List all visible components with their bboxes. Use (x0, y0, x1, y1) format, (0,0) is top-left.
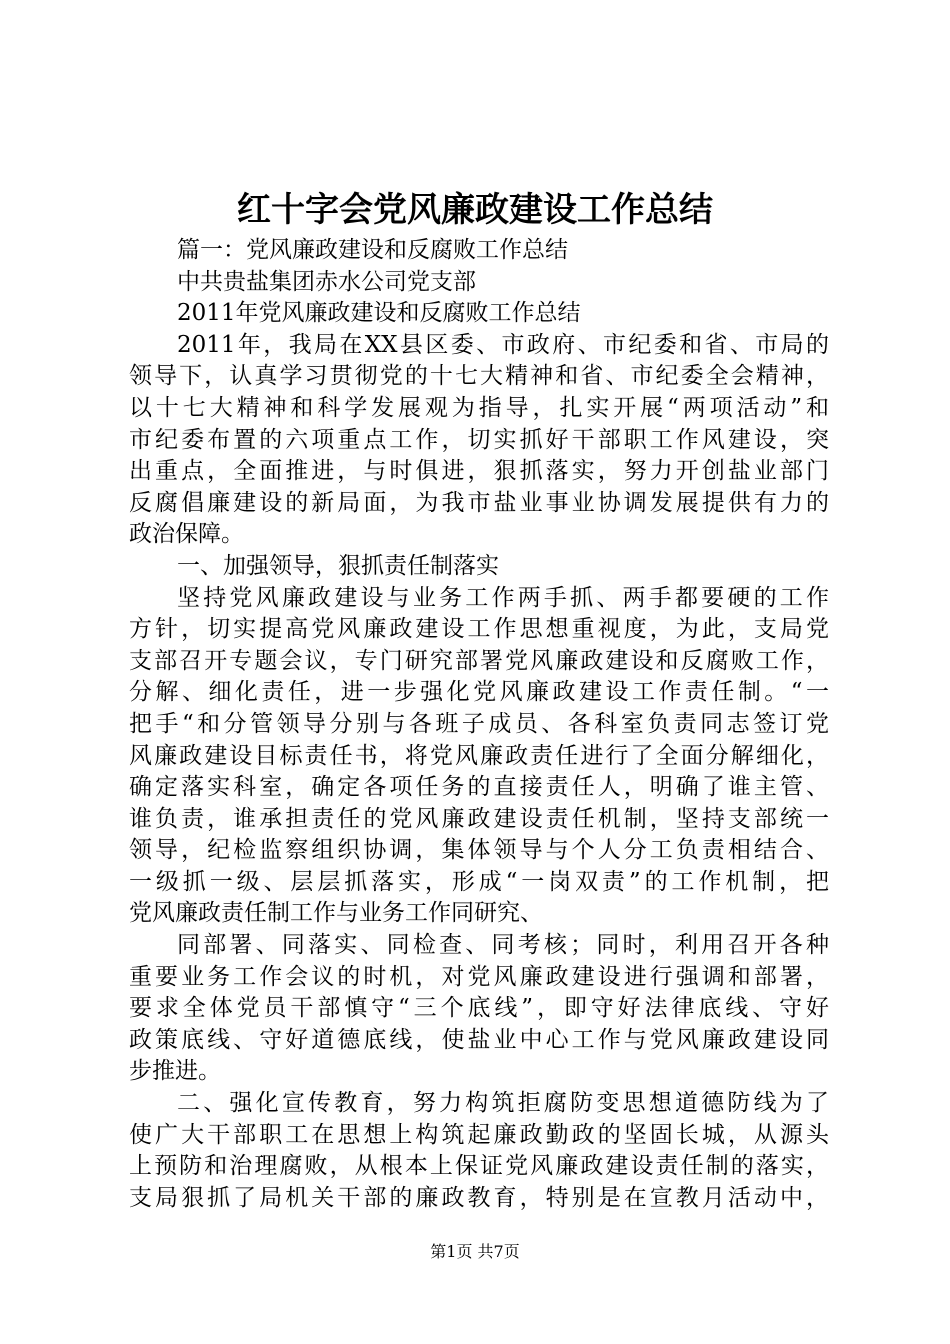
text-line: 二、强化宣传教育，努力构筑拒腐防变思想道德防线为了 (177, 1090, 829, 1117)
page-footer: 第1页 共7页 (430, 1242, 520, 1261)
text-line: 同部署、同落实、同检查、同考核；同时，利用召开各种 (177, 932, 829, 959)
text-line: 反腐倡廉建设的新局面，为我市盐业事业协调发展提供有力的 (129, 489, 829, 516)
text-line: 篇一：党风廉政建设和反腐败工作总结 (177, 237, 568, 263)
text-line: 支部召开专题会议，专门研究部署党风廉政建设和反腐败工作， (129, 647, 829, 674)
text-line: 政治保障。 (129, 521, 244, 548)
text-line: 2011年党风廉政建设和反腐败工作总结 (177, 300, 581, 327)
text-line: 政策底线、守好道德底线，使盐业中心工作与党风廉政建设同 (129, 1026, 829, 1053)
text-line: 2011年，我局在XX县区委、市政府、市纪委和省、市局的 (177, 331, 829, 358)
text-line: 确定落实科室，确定各项任务的直接责任人，明确了谁主管、 (129, 774, 829, 801)
text-line: 使广大干部职工在思想上构筑起廉政勤政的坚固长城，从源头 (129, 1121, 829, 1148)
text-line: 要求全体党员干部慎守“三个底线”，即守好法律底线、守好 (129, 995, 829, 1022)
text-line: 党风廉政责任制工作与业务工作同研究、 (129, 900, 543, 927)
text-line: 重要业务工作会议的时机，对党风廉政建设进行强调和部署， (129, 963, 829, 990)
text-line: 坚持党风廉政建设与业务工作两手抓、两手都要硬的工作 (177, 584, 829, 611)
text-line: 上预防和治理腐败，从根本上保证党风廉政建设责任制的落实， (129, 1153, 829, 1180)
text-line: 一级抓一级、层层抓落实，形成“一岗双责”的工作机制，把 (129, 868, 829, 895)
text-line: 把手“和分管领导分别与各班子成员、各科室负责同志签订党 (129, 710, 829, 737)
text-line: 领导下，认真学习贯彻党的十七大精神和省、市纪委全会精神， (129, 363, 829, 390)
document-body (129, 235, 829, 1214)
text-line: 分解、细化责任，进一步强化党风廉政建设工作责任制。“一 (129, 679, 829, 706)
text-line: 支局狠抓了局机关干部的廉政教育，特别是在宣教月活动中， (129, 1184, 829, 1211)
text-line: 以十七大精神和科学发展观为指导，扎实开展“两项活动”和 (129, 394, 829, 421)
text-line: 步推进。 (129, 1058, 221, 1085)
document-title: 红十字会党风廉政建设工作总结 (237, 190, 713, 230)
text-line: 领导，纪检监察组织协调，集体领导与个人分工负责相结合、 (129, 837, 829, 864)
text-line: 市纪委布置的六项重点工作，切实抓好干部职工作风建设，突 (129, 426, 829, 453)
text-line: 方针，切实提高党风廉政建设工作思想重视度，为此，支局党 (129, 616, 829, 643)
text-line: 一、加强领导，狠抓责任制落实 (177, 552, 499, 579)
text-line: 风廉政建设目标责任书，将党风廉政责任进行了全面分解细化， (129, 742, 829, 769)
text-line: 谁负责，谁承担责任的党风廉政建设责任机制，坚持支部统一 (129, 805, 829, 832)
text-line: 中共贵盐集团赤水公司党支部 (177, 268, 476, 295)
text-line: 出重点，全面推进，与时俱进，狠抓落实，努力开创盐业部门 (129, 458, 829, 485)
